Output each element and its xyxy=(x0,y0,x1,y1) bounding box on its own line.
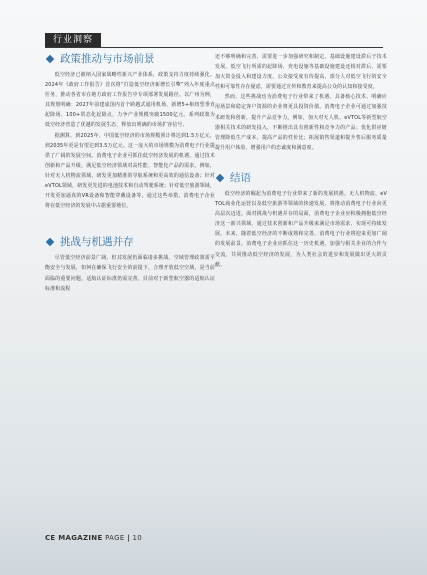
paragraph: 还不够明确和完善，需要进一步加强研究和制定。基础设施建设滞后于技术发展，低空飞行所需的起降场、充电设施等基础设施建设还相对滞后，需要加大资金投入和建设力度。公众接受度有待提高，部分人对低空飞行的安全性和可靠性存在疑虑，需要通过宣传和教育来提高公众的认知和接受度。 xyxy=(215,54,387,91)
paragraph: 低空经济的崛起为消费电子行业带来了新的发展机遇。无人机物流、eVTOL商业化运营以及低空旅游等领域的快速发展，将推动消费电子行业向更高层次迈进。面对挑战与机遇并存的局面，消费电子企业应积极拥抱低空经济这一新兴领域，通过技术创新和产品升级来满足市场需求，实现可持续发展。未来，随着低空经济的不断成熟和完善，消费电子行业将迎来更加广阔的发展前景。消费电子企业应抓住这一历史机遇，加强与相关企业的合作与交流，共同推动低空经济的发展，为人类社会的进步和发展做出更大的贡献。 xyxy=(215,190,387,268)
header-rule xyxy=(45,47,383,48)
page-number: 10 xyxy=(132,534,142,542)
paragraph: 然而，这些挑战也为消费电子行业带来了机遇。具备核心技术、明确应用场景和稳定客户资源的企业将更具投资价值。消费电子企业可通过加强技术研发和创新，提升产品竞争力。例如，加大对无人机、eVTOL等新型航空器相关技术的研发投入，不断推出具有创新性和竞争力的产品；优化供应链管理降低生产成本，提高产品的性价比；拓展销售渠道和提升售后服务质量提升用户体验，增强用户的忠诚度和满意度。 xyxy=(215,94,387,151)
diamond-bullet-icon xyxy=(46,55,54,63)
section-heading-policy xyxy=(45,52,215,66)
page-footer xyxy=(45,534,142,542)
section-heading-challenges xyxy=(45,235,215,249)
paragraph: 尽管低空经济前景广阔，但其发展仍面临诸多挑战。空域管理政策需平衡安全与发展，如何在确保飞行安全的前提下，合理开放低空空域，是当前面临的重要问题。适航认证标准仍需完善，目前对于新型航空器的适航认证标准和流程 xyxy=(45,255,215,292)
diamond-bullet-icon xyxy=(216,174,224,182)
section-title: 挑战与机遇并存 xyxy=(60,236,134,249)
section-title: 政策推动与市场前景 xyxy=(60,53,155,65)
diamond-bullet-icon xyxy=(46,238,54,246)
paragraph: 低空经济已被纳入国家战略性新兴产业体系，政策支持力度持续强化。2024年《政府工作报告》首次将“打造低空经济新增长引擎”列入年度重点任务，推动各省市在地方政府工作报告中专项部署发展路径。以广州为例，其规划明确：2027年前建成国内首个跨越式通用机场，新增5+枢纽型垂直起降场、100+常态化起降点，力争产业规模突破1500亿元。系列政策为低空经济营造了优越的发展生态，释放出明确的市场扩容信号。 xyxy=(45,72,215,129)
magazine-brand: CE MAGAZINE xyxy=(45,534,103,542)
section-tag: 行业洞察 xyxy=(45,33,101,48)
left-column xyxy=(45,52,215,294)
section-title: 结语 xyxy=(230,171,251,184)
paragraph: 据测算，到2025年，中国低空经济的市场规模预计将达到1.5万亿元，到2035年更是有望达到3.5万亿元。这一庞大的市场规模为消费电子行业提供了广阔的发展空间。消费电子企业可抓住低空经济发展的机遇，通过技术创新和产品升级，满足低空经济领域对高性能、智能化产品的需求。例如，针对无人机物流领域，研发更加精准的导航系统和更高效的通信设备；针对eVTOL领域，研发更先进的电池技术和自动驾驶系统；针对低空旅游领域，开发更加逼真的VR设备和智能穿戴设备等。通过这些举措，消费电子企业将在低空经济的发展中占据重要地位。 xyxy=(45,132,215,210)
page-label: PAGE xyxy=(105,534,125,542)
footer-separator: | xyxy=(127,534,130,542)
right-column xyxy=(215,52,387,270)
section-heading-conclusion xyxy=(215,171,387,185)
